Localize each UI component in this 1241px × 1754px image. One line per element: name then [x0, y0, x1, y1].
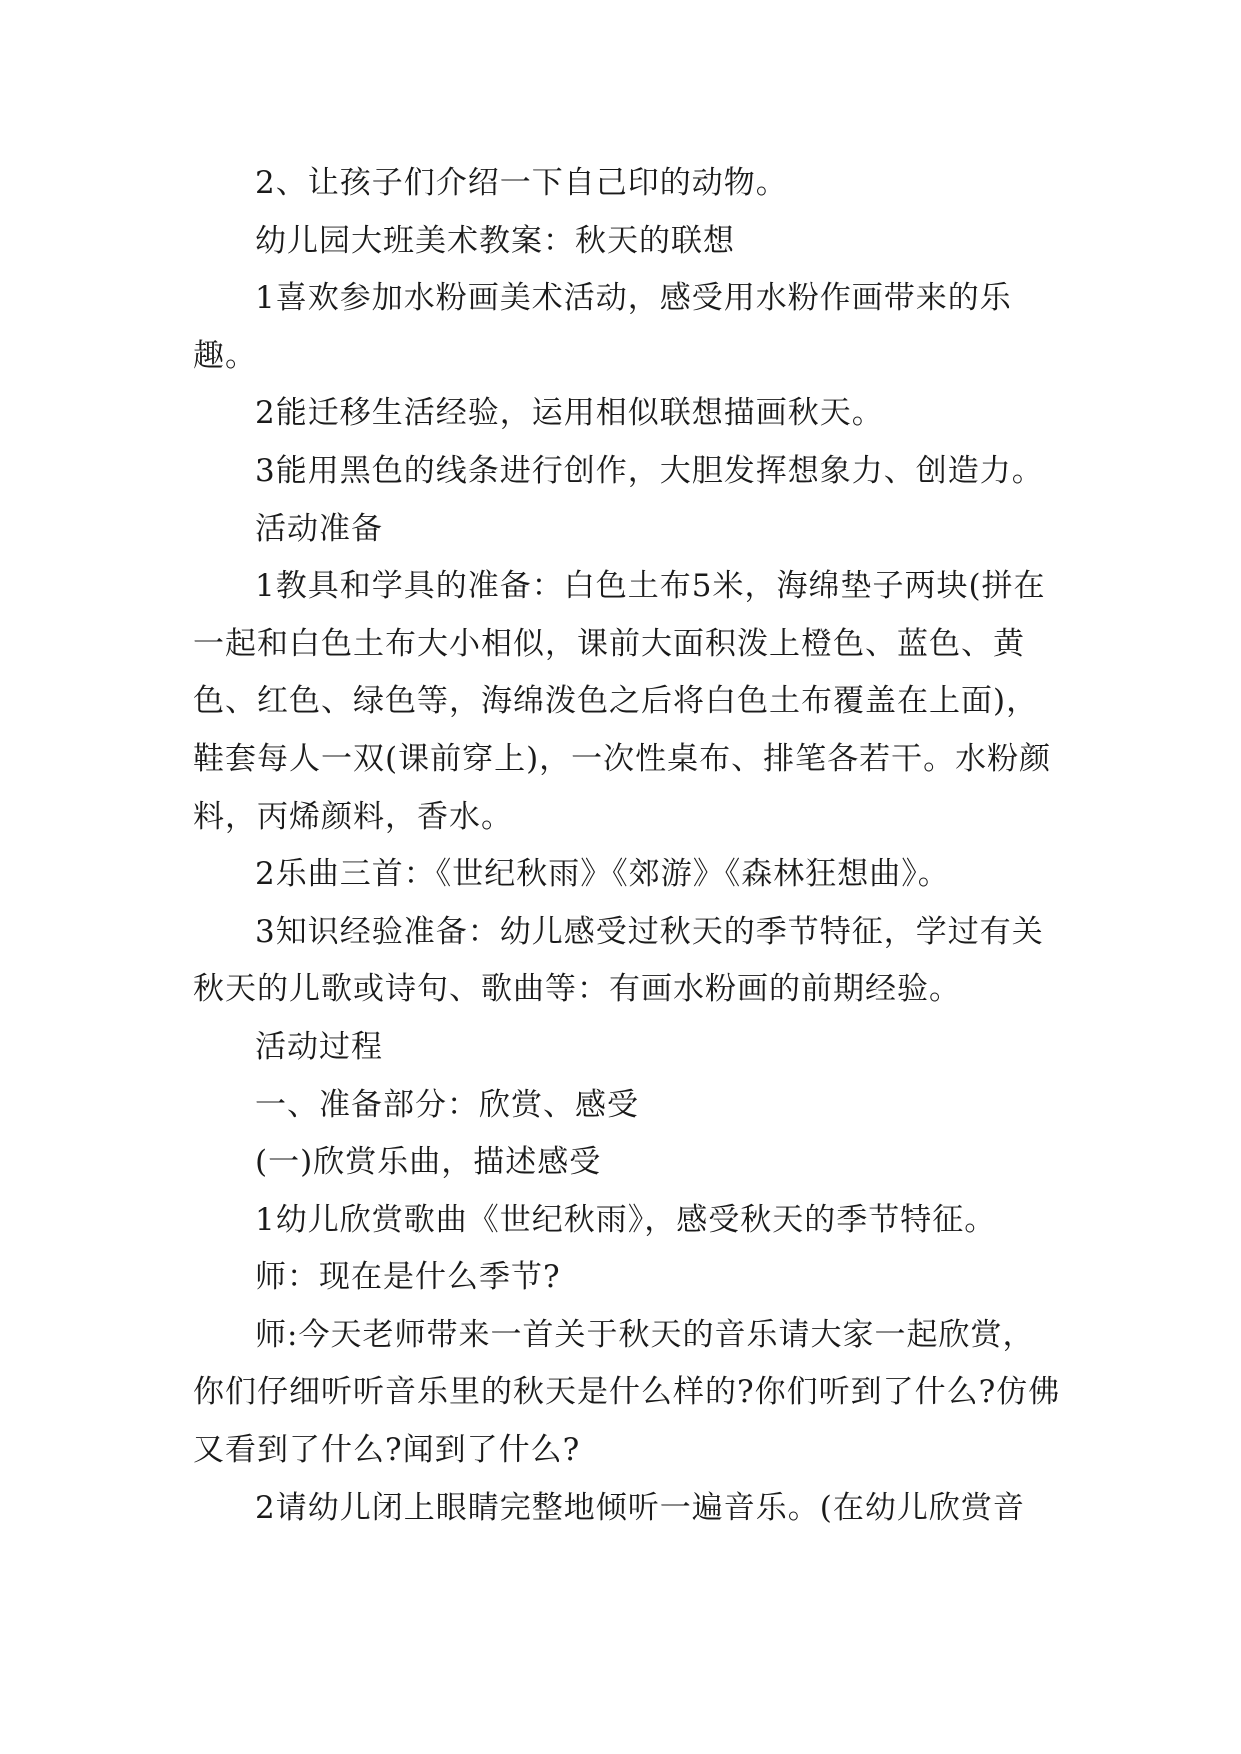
preparation-2: 2乐曲三首：《世纪秋雨》《郊游》《森林狂想曲》。 [255, 856, 950, 893]
preparation-3: 3知识经验准备：幼儿感受过秋天的季节特征，学过有关秋天的儿歌或诗句、歌曲等：有画水粉画的前期经验。 [193, 913, 1044, 1008]
lesson-title: 幼儿园大班美术教案：秋天的联想 [255, 222, 735, 259]
process-sub-1: (一)欣赏乐曲，描述感受 [255, 1144, 602, 1181]
preparation-1: 1教具和学具的准备：白色土布5米，海绵垫子两块(拼在一起和白色土布大小相似，课前大面积泼上橙色、蓝色、黄色、红色、绿色等，海绵泼色之后将白色土布覆盖在上面)，鞋套每人一双(课前穿上)，一次性桌布、排笔各若干。水粉颜料，丙烯颜料，香水。 [193, 568, 1052, 835]
goal-1: 1喜欢参加水粉画美术活动，感受用水粉作画带来的乐趣。 [193, 280, 1012, 374]
teacher-prompt: 师:今天老师带来一首关于秋天的音乐请大家一起欣赏，你们仔细听听音乐里的秋天是什么样的?你们听到了什么?仿佛又看到了什么?闻到了什么? [193, 1316, 1061, 1469]
section-heading-process: 活动过程 [255, 1028, 383, 1065]
teacher-question: 师：现在是什么季节? [255, 1259, 561, 1296]
section-heading-preparation: 活动准备 [255, 510, 383, 547]
process-part-1: 一、准备部分：欣赏、感受 [255, 1086, 639, 1123]
document-page [193, 155, 1063, 1537]
process-step-2: 2请幼儿闭上眼睛完整地倾听一遍音乐。(在幼儿欣赏音 [255, 1489, 1025, 1526]
paragraph-intro-animals: 2、让孩子们介绍一下自己印的动物。 [255, 165, 788, 201]
goal-2: 2能迁移生活经验，运用相似联想描画秋天。 [255, 395, 884, 432]
process-step-1: 1幼儿欣赏歌曲《世纪秋雨》，感受秋天的季节特征。 [255, 1201, 997, 1238]
goal-3: 3能用黑色的线条进行创作，大胆发挥想象力、创造力。 [255, 452, 1044, 489]
